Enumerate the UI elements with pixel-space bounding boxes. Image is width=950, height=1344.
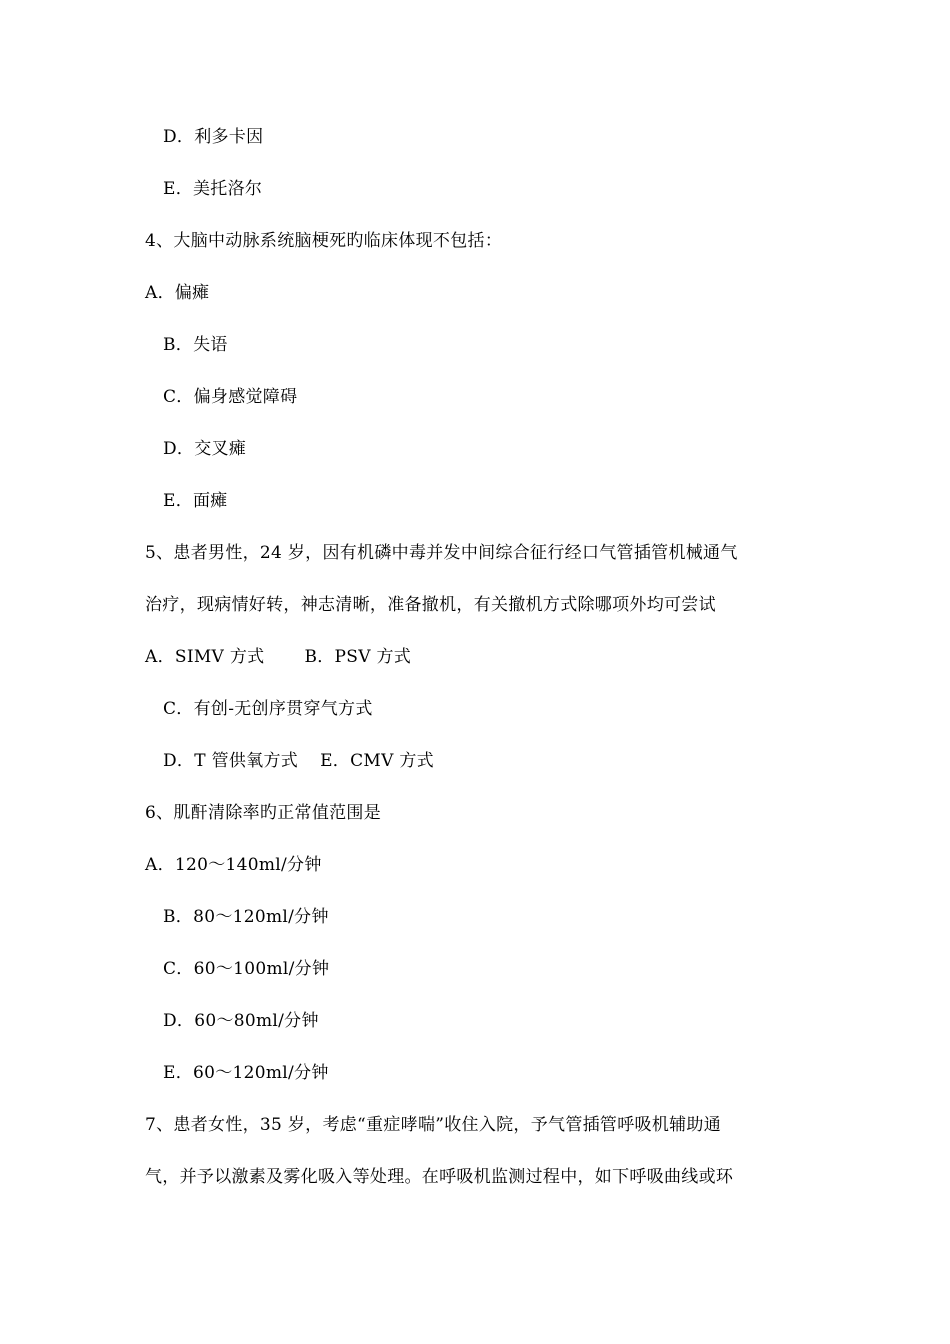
q6-option-c: C．60～100ml/分钟 [163,959,330,979]
q5-option-c: C．有创-无创序贯穿气方式 [163,699,373,719]
q6-option-b: B．80～120ml/分钟 [163,907,329,927]
q6-option-d: D．60～80ml/分钟 [163,1011,319,1031]
option-d-lidocaine: D．利多卡因 [163,127,264,147]
q5-options-de [163,750,434,772]
question-5-line-2: 治疗，现病情好转，神志清晰，准备撤机，有关撤机方式除哪项外均可尝试 [145,595,716,615]
q6-option-e: E．60～120ml/分钟 [163,1063,329,1083]
q5-options-ab [145,646,411,668]
q4-option-d: D．交叉瘫 [163,439,247,459]
option-e-metoprolol: E．美托洛尔 [163,179,263,199]
question-7-line-1: 7、患者女性，35 岁，考虑“重症哮喘”收住入院，予气管插管呼吸机辅助通 [145,1115,722,1135]
question-6: 6、肌酐清除率旳正常值范围是 [145,803,382,823]
q5-option-e: E．CMV 方式 [320,751,434,771]
question-7-line-2: 气，并予以激素及雾化吸入等处理。在呼吸机监测过程中，如下呼吸曲线或环 [145,1167,734,1187]
q4-option-c: C．偏身感觉障碍 [163,387,298,407]
q4-option-a: A．偏瘫 [145,283,210,303]
question-4: 4、大脑中动脉系统脑梗死旳临床体现不包括： [145,231,503,251]
question-5-line-1: 5、患者男性，24 岁，因有机磷中毒并发中间综合征行经口气管插管机械通气 [145,543,738,563]
q5-option-d: D．T 管供氧方式 [163,751,299,771]
q4-option-b: B．失语 [163,335,228,355]
q5-option-b: B．PSV 方式 [304,647,412,667]
q6-option-a: A．120～140ml/分钟 [145,855,322,875]
q5-option-a: A．SIMV 方式 [145,647,265,667]
q4-option-e: E．面瘫 [163,491,228,511]
